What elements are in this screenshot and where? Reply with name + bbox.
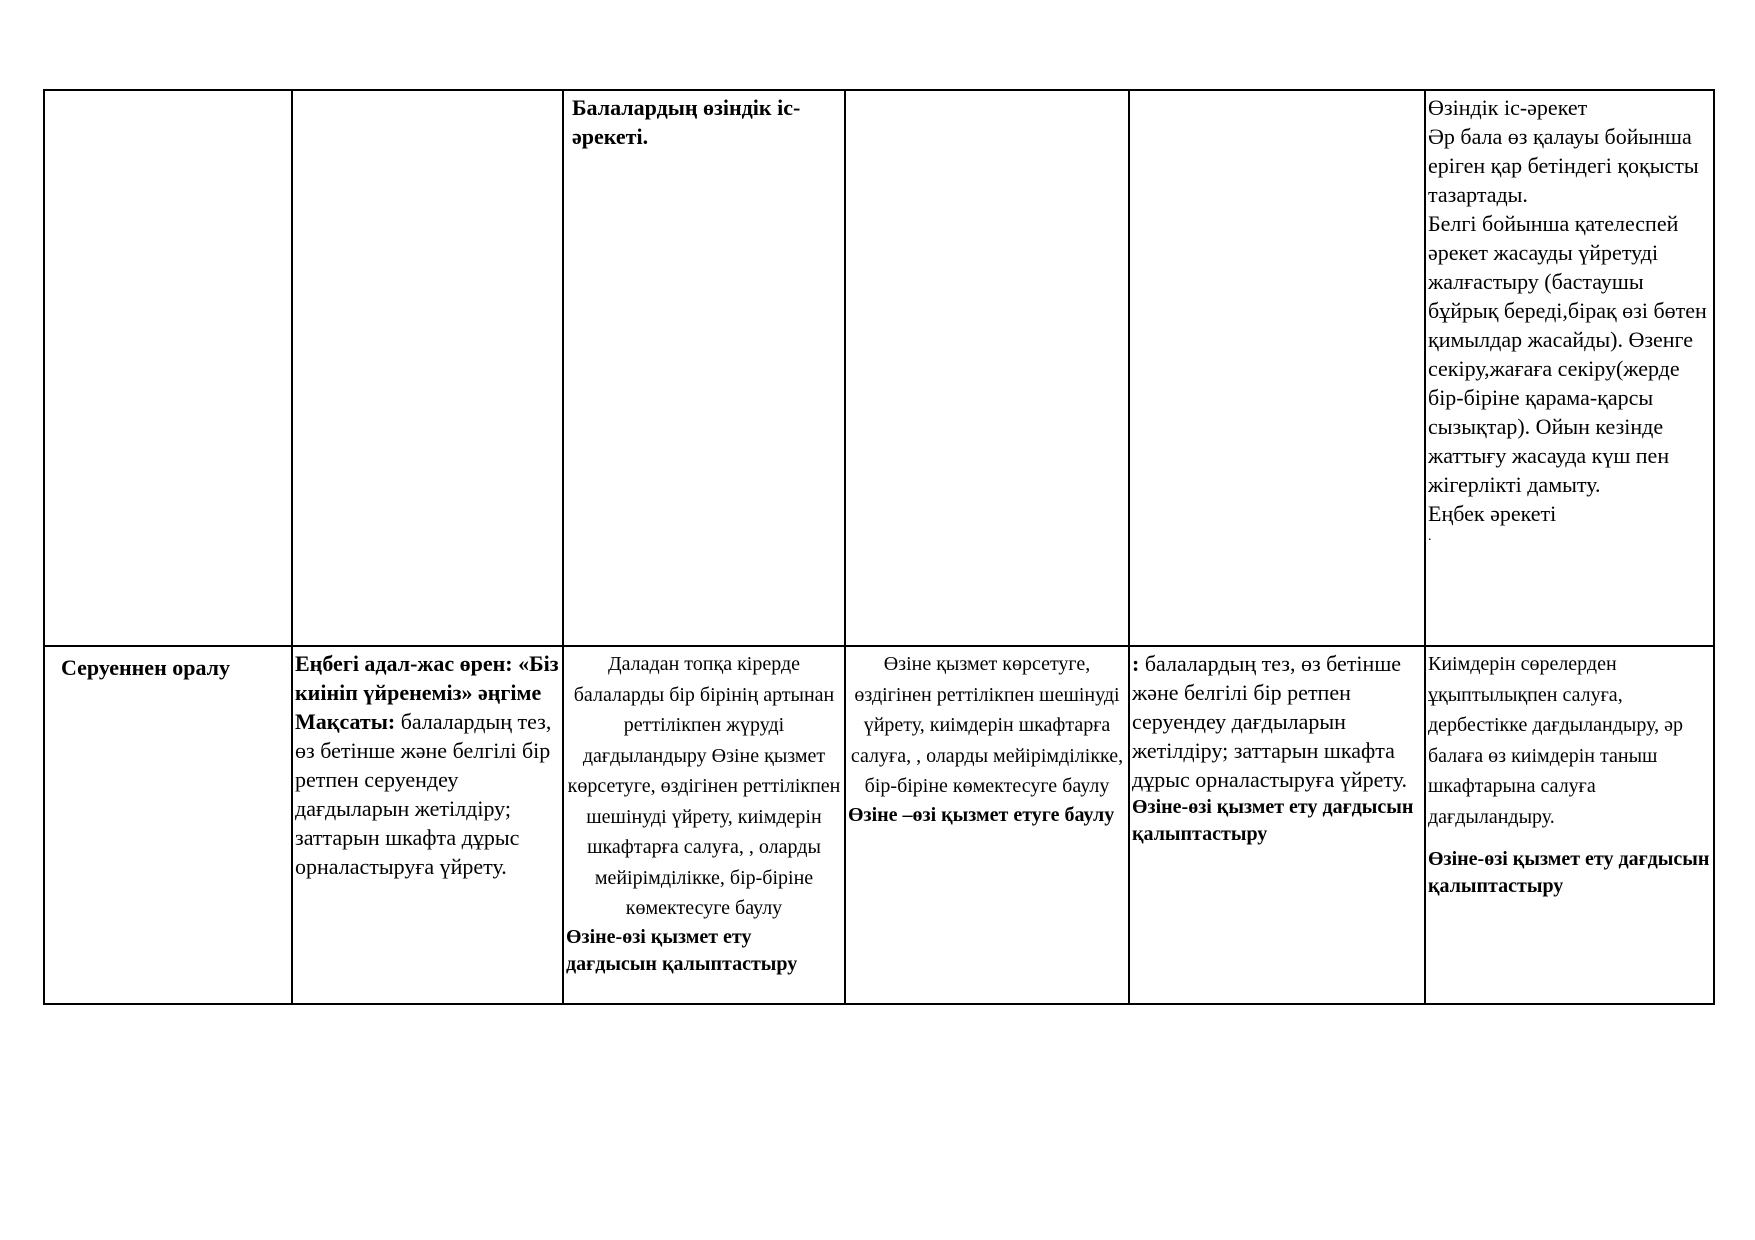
table-cell <box>1129 646 1425 1004</box>
table-cell <box>1425 90 1714 646</box>
table-cell <box>845 646 1129 1004</box>
cell-text: Әр бала өз қалауы бойынша еріген қар бетіндегі қоқысты тазартады. <box>1428 124 1699 207</box>
cell-text: Даладан топқа кірерде балаларды бір бірінің артынан реттілікпен жүруді дағдыландыру Өзіне қызмет көрсетуге, өздігінен реттілікпен шешінуді үйрету, киімдерін шкафтарға салуға, , оларды мейірімділікке, бір-біріне көмектесуге баулу <box>567 653 841 919</box>
cell-text: Еңбек әрекеті <box>1428 501 1557 526</box>
table-cell-empty <box>44 90 292 646</box>
cell-heading: Балалардың өзіндік іс-әрекеті. <box>572 95 801 149</box>
table-cell-empty <box>292 90 563 646</box>
cell-bold-text: Өзіне-өзі қызмет ету дағдысын қалыптастыру <box>1132 796 1414 845</box>
cell-bold-text: Өзіне –өзі қызмет етуге баулу <box>848 803 1115 826</box>
cell-text: Киімдерін сөрелерден ұқыптылықпен салуға, дербестікке дағдыландыру, әр балаға өз киімдерін таныш шкафтарына салуға дағдыландыру. <box>1428 653 1683 828</box>
table-row <box>44 646 1714 1004</box>
cell-text: балалардың тез, өз бетінше және белгілі бір ретпен серуендеу дағдыларын жетілдіру; заттарын шкафта дұрыс орналастыруға үйрету. <box>1132 651 1408 792</box>
table-cell <box>563 90 845 646</box>
table-cell <box>1425 646 1714 1004</box>
colon-mark: : <box>1132 651 1140 676</box>
table-cell <box>563 646 845 1004</box>
goal-label: Мақсаты: <box>295 709 396 734</box>
cell-text: Өзіндік іс-әрекет <box>1428 95 1588 120</box>
schedule-table <box>43 89 1715 1005</box>
row-label <box>44 646 292 1004</box>
cell-text: Өзіне қызмет көрсетуге, өздігінен реттілікпен шешінуді үйрету, киімдерін шкафтарға салуға, , оларды мейірімділікке, бір-біріне көмектесуге баулу <box>850 653 1124 797</box>
cell-text: . <box>1428 529 1432 544</box>
activity-title: Еңбегі адал-жас өрен: «Біз киініп үйренеміз» әңгіме <box>295 651 559 705</box>
goal-text: балалардың тез, өз бетінше және белгілі бір ретпен серуендеу дағдыларын жетілдіру; заттарын шкафта дұрыс орналастыруға үйрету. <box>295 709 552 879</box>
cell-bold-text: Өзіне-өзі қызмет ету дағдысын қалыптастыру <box>566 925 798 975</box>
cell-text: Белгі бойынша қателеспей әрекет жасауды үйретуді жалғастыру (бастаушы бұйрық береді,бірақ өзі бөтен қимылдар жасайды). Өзенге секіру,жағаға секіру(жерде бір-біріне қарама-қарсы сызықтар). Ойын кезінде жаттығу жасауда күш пен жігерлікті дамыту. <box>1428 211 1707 497</box>
table-cell-empty <box>845 90 1129 646</box>
row-label-text: Серуеннен оралу <box>61 655 231 680</box>
table-cell-empty <box>1129 90 1425 646</box>
cell-bold-text: Өзіне-өзі қызмет ету дағдысын қалыптастыру <box>1428 848 1710 897</box>
table-cell <box>292 646 563 1004</box>
table-row <box>44 90 1714 646</box>
